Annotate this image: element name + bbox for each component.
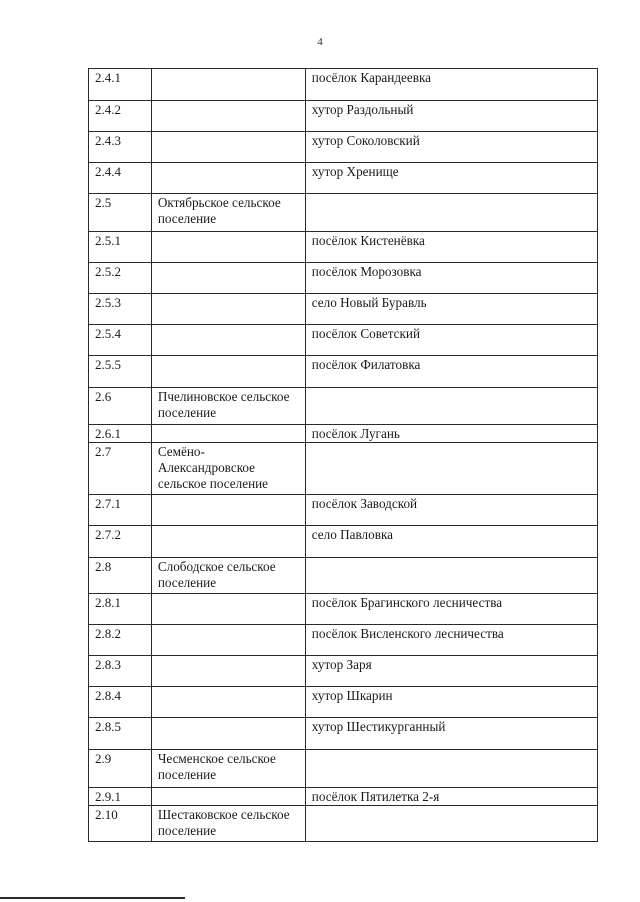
table-row xyxy=(89,263,598,294)
row-settlement xyxy=(151,69,305,101)
table-row xyxy=(89,232,598,263)
row-locality: хутор Соколовский xyxy=(305,132,597,163)
row-settlement: Чесменское сельское поселение xyxy=(151,750,305,788)
row-settlement xyxy=(151,263,305,294)
row-code: 2.8.5 xyxy=(89,718,152,750)
table-row xyxy=(89,69,598,101)
row-code: 2.10 xyxy=(89,806,152,842)
row-settlement xyxy=(151,425,305,443)
row-settlement xyxy=(151,788,305,806)
row-settlement: Октябрьское сельское поселение xyxy=(151,194,305,232)
table-row xyxy=(89,750,598,788)
row-code: 2.5.5 xyxy=(89,356,152,388)
row-code: 2.8.3 xyxy=(89,656,152,687)
table-row xyxy=(89,163,598,194)
table-row xyxy=(89,194,598,232)
row-locality xyxy=(305,388,597,425)
row-settlement xyxy=(151,687,305,718)
row-settlement: Слободское сельское поселение xyxy=(151,558,305,594)
row-locality: посёлок Брагинского лесничества xyxy=(305,594,597,625)
row-settlement xyxy=(151,325,305,356)
row-settlement: Шестаковское сельское поселение xyxy=(151,806,305,842)
settlements-table xyxy=(88,68,598,842)
row-code: 2.8 xyxy=(89,558,152,594)
row-locality: село Павловка xyxy=(305,526,597,558)
table-row xyxy=(89,656,598,687)
row-code: 2.4.1 xyxy=(89,69,152,101)
row-code: 2.5.4 xyxy=(89,325,152,356)
row-settlement xyxy=(151,625,305,656)
table-row xyxy=(89,594,598,625)
row-locality: хутор Раздольный xyxy=(305,101,597,132)
table-row xyxy=(89,294,598,325)
row-settlement xyxy=(151,656,305,687)
row-settlement xyxy=(151,718,305,750)
row-locality: хутор Шкарин xyxy=(305,687,597,718)
row-settlement xyxy=(151,294,305,325)
row-code: 2.8.4 xyxy=(89,687,152,718)
row-locality xyxy=(305,750,597,788)
row-code: 2.8.1 xyxy=(89,594,152,625)
row-code: 2.4.4 xyxy=(89,163,152,194)
row-locality: посёлок Морозовка xyxy=(305,263,597,294)
row-locality: посёлок Висленского лесничества xyxy=(305,625,597,656)
footer-rule xyxy=(0,897,185,899)
table-row xyxy=(89,356,598,388)
row-code: 2.8.2 xyxy=(89,625,152,656)
row-settlement xyxy=(151,594,305,625)
row-locality: посёлок Заводской xyxy=(305,495,597,526)
row-code: 2.7 xyxy=(89,443,152,495)
row-locality: хутор Шестикурганный xyxy=(305,718,597,750)
row-locality: посёлок Филатовка xyxy=(305,356,597,388)
table-body xyxy=(89,69,598,842)
table-row xyxy=(89,425,598,443)
table-row xyxy=(89,132,598,163)
row-locality: хутор Хренище xyxy=(305,163,597,194)
row-settlement xyxy=(151,101,305,132)
row-code: 2.4.3 xyxy=(89,132,152,163)
row-settlement xyxy=(151,526,305,558)
row-settlement xyxy=(151,163,305,194)
table-row xyxy=(89,687,598,718)
row-code: 2.5.1 xyxy=(89,232,152,263)
row-locality: село Новый Буравль xyxy=(305,294,597,325)
row-code: 2.7.1 xyxy=(89,495,152,526)
row-code: 2.6.1 xyxy=(89,425,152,443)
row-code: 2.5.3 xyxy=(89,294,152,325)
row-settlement: Семёно-Александровское сельское поселение xyxy=(151,443,305,495)
row-code: 2.5 xyxy=(89,194,152,232)
table-row xyxy=(89,625,598,656)
row-code: 2.4.2 xyxy=(89,101,152,132)
table-row xyxy=(89,718,598,750)
row-code: 2.6 xyxy=(89,388,152,425)
row-code: 2.7.2 xyxy=(89,526,152,558)
row-locality xyxy=(305,194,597,232)
row-locality: хутор Заря xyxy=(305,656,597,687)
row-locality: посёлок Лугань xyxy=(305,425,597,443)
table-row xyxy=(89,388,598,425)
table-row xyxy=(89,101,598,132)
table-row xyxy=(89,325,598,356)
row-locality: посёлок Карандеевка xyxy=(305,69,597,101)
row-locality xyxy=(305,558,597,594)
table-row xyxy=(89,558,598,594)
row-settlement xyxy=(151,232,305,263)
table-row xyxy=(89,495,598,526)
row-locality xyxy=(305,443,597,495)
row-code: 2.9.1 xyxy=(89,788,152,806)
table-row xyxy=(89,788,598,806)
table-row xyxy=(89,806,598,842)
table-row xyxy=(89,443,598,495)
row-settlement: Пчелиновское сельское поселение xyxy=(151,388,305,425)
row-code: 2.9 xyxy=(89,750,152,788)
row-locality: посёлок Кистенёвка xyxy=(305,232,597,263)
row-locality xyxy=(305,806,597,842)
page-number: 4 xyxy=(317,36,323,48)
table-row xyxy=(89,526,598,558)
row-settlement xyxy=(151,132,305,163)
row-locality: посёлок Пятилетка 2-я xyxy=(305,788,597,806)
row-code: 2.5.2 xyxy=(89,263,152,294)
row-settlement xyxy=(151,495,305,526)
row-settlement xyxy=(151,356,305,388)
row-locality: посёлок Советский xyxy=(305,325,597,356)
